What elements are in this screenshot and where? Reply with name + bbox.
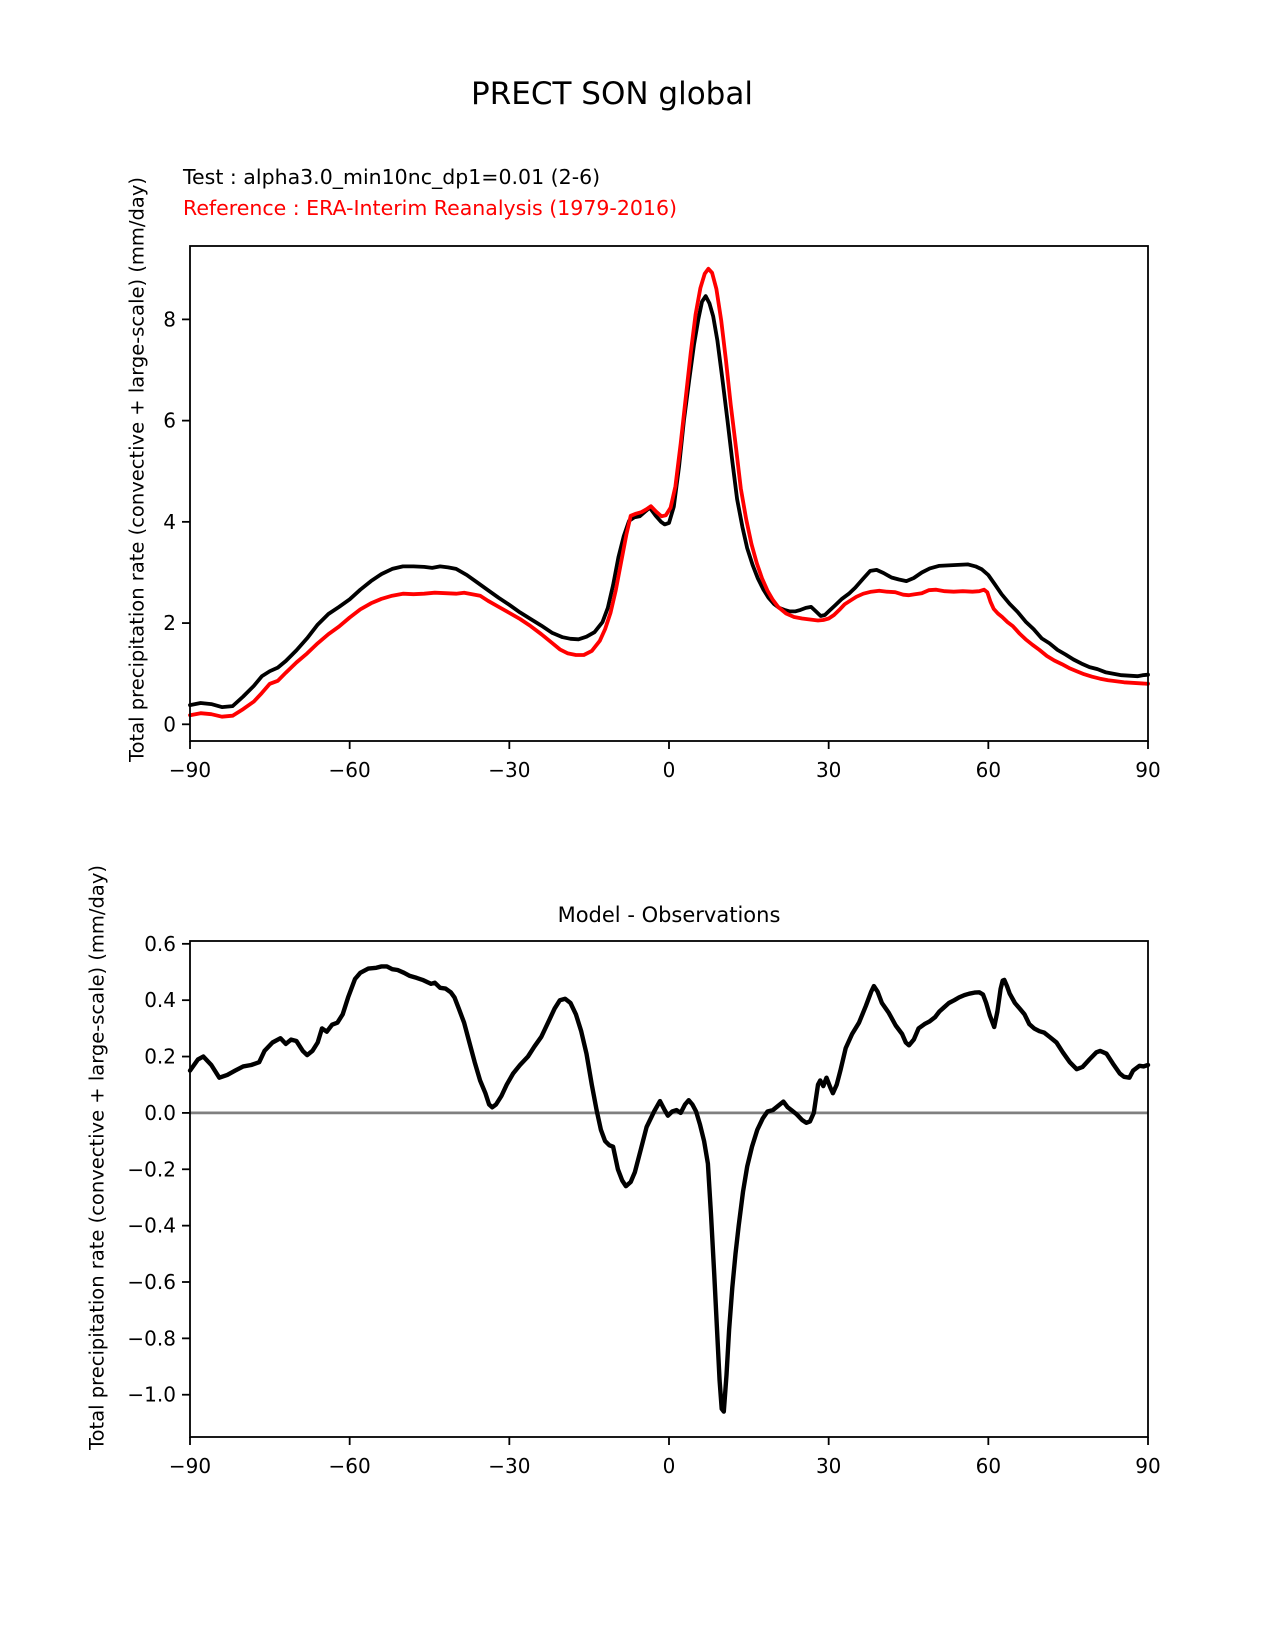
- y-tick-label: 4: [163, 509, 176, 534]
- y-tick-label: −0.2: [127, 1157, 176, 1182]
- x-tick-label: 30: [815, 1454, 842, 1478]
- x-tick-label: 30: [815, 758, 842, 782]
- bottom-y-axis-label: Total precipitation rate (convective + large-scale) (mm/day): [85, 865, 109, 1450]
- y-tick-label: 8: [163, 307, 176, 332]
- y-tick-label: −0.4: [127, 1213, 176, 1238]
- figure-title: PRECT SON global: [471, 76, 753, 112]
- x-tick-label: 90: [1135, 1454, 1161, 1478]
- top-y-axis-label: Total precipitation rate (convective + large-scale) (mm/day): [125, 177, 149, 762]
- reference-curve: [190, 269, 1148, 717]
- axes-frame: [190, 246, 1148, 741]
- x-tick-label: −30: [488, 1454, 531, 1478]
- x-tick-label: 90: [1135, 758, 1161, 782]
- y-tick-label: 0.6: [144, 931, 176, 956]
- x-tick-label: −90: [168, 758, 212, 782]
- x-tick-label: −60: [328, 758, 371, 782]
- bottom-chart-title: Model - Observations: [557, 903, 781, 927]
- y-tick-label: 2: [163, 611, 176, 636]
- x-tick-label: −60: [328, 1454, 371, 1478]
- x-tick-label: −30: [488, 758, 531, 782]
- x-tick-label: −90: [168, 1454, 212, 1478]
- x-tick-label: 0: [662, 1454, 676, 1478]
- legend-reference-label: Reference : ERA-Interim Reanalysis (1979-2016): [183, 196, 677, 220]
- x-tick-label: 0: [662, 758, 676, 782]
- y-tick-label: −1.0: [127, 1382, 176, 1407]
- x-tick-label: 60: [975, 758, 1002, 782]
- y-tick-label: 0: [163, 712, 176, 737]
- axes-frame: [190, 941, 1148, 1437]
- y-tick-label: −0.6: [127, 1270, 176, 1294]
- x-tick-label: 60: [975, 1454, 1002, 1478]
- y-tick-label: −0.8: [127, 1326, 176, 1351]
- y-tick-label: 0.4: [144, 988, 176, 1013]
- y-tick-label: 0.0: [144, 1100, 176, 1125]
- y-tick-label: 0.2: [144, 1044, 176, 1069]
- test-curve: [190, 296, 1148, 707]
- legend-test-label: Test : alpha3.0_min10nc_dp1=0.01 (2-6): [183, 165, 601, 189]
- difference-curve: [190, 966, 1148, 1411]
- y-tick-label: 6: [163, 408, 176, 433]
